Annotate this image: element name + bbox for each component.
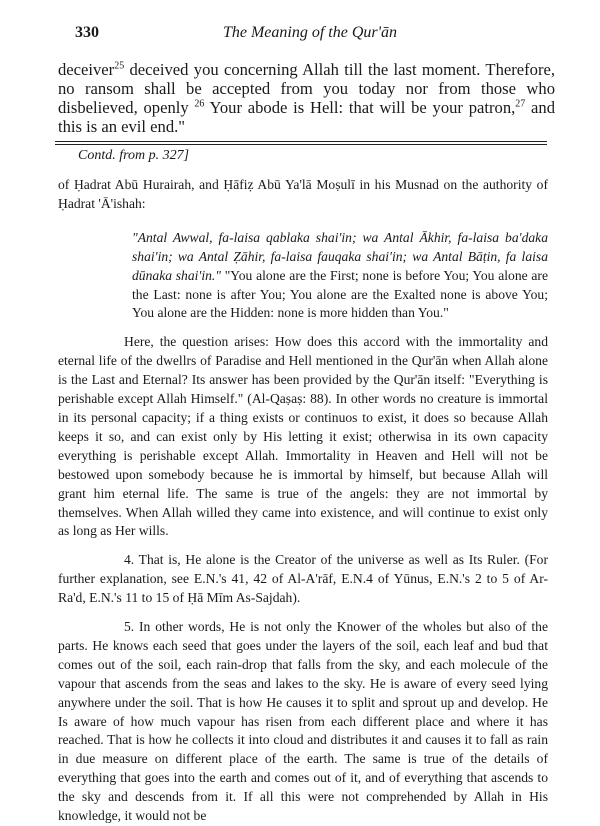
explanatory-notes [58, 176, 548, 826]
running-title: The Meaning of the Qur'ān [222, 24, 398, 41]
note-paragraph: Here, the question arises: How does this accord with the immortality and eternal life of the dwellrs of Paradise and Hell mentioned in the Qur'ān when Allah alone is the Last and Eternal? Its answer has been provided by the Qur'ān itself: "Everything is perishable except Allah Himself." (Al-Qaṣaṣ: 88). In other words no creature is immortal in its personal capacity; if a thing exists or continuos to exist, it does so because Allah keeps it so, and can exist only by His letting it exist; otherwisa in its own capacity everything is perishable except Allah. Immortality in Heaven and Hell will not be bestowed upon somebody because he is immortal by himself, but because Allah will grant him eternal life. The same is true of the angels: they are not immortal by themselves. When Allah willed they came into existence, and will continue to exist only as long as Her wills. [58, 334, 548, 539]
footnote-ref-27: 27 [515, 98, 526, 110]
footnote-ref-25: 25 [114, 60, 125, 72]
hadith-quote [58, 229, 548, 324]
verse-text: and this is an evil end." [58, 98, 555, 136]
continued-note-label: Contd. from p. 327] [78, 148, 190, 163]
page-header [75, 24, 545, 48]
note-5: 5. In other words, He is not only the Knower of the wholes but also of the parts. He knows each seed that goes under the layers of the soil, each leaf and bud that comes out of the soil, each rain-drop that falls from the sky, and each molecule of the vapour that ascends from the seas and lakes to the sky. He is aware of every seed lying anywhere under the soil. That is how He causes it to split and sprout up and develop. He Is aware of how much vapour has risen from each different place and where it has reached. That is how he collects it into cloud and distributes it and causes it to fall as rain in due measure on different place of the earth. The same is true of the details of everything that goes into the earth and comes out of it, and of everything that ascends to the sky and descends from it. If all this were not comprehended by Allah in His knowledge, it would not be [58, 619, 548, 824]
footnote-ref-26: 26 [194, 98, 205, 110]
section-divider [55, 141, 547, 142]
quote-translation: "You alone are the First; none is before You; You alone are the Last: none is after You; You alone are the Exalted none is above You; You alone are the Hidden: none is more hidden than You." [132, 267, 548, 321]
verse-translation [58, 60, 555, 136]
arabic-transliteration: "Antal Awwal, fa-laisa qablaka shai'in; wa Antal Ākhir, fa-laisa ba'daka shai'in; wa Antal Ẓāhir, fa-laisa fauqaka shai'in; wa Antal Bāṭin, fa laisa dūnaka shai'in." [132, 229, 548, 283]
page-number: 330 [75, 24, 99, 41]
section-divider [55, 144, 547, 145]
verse-text: Your abode is Hell: that will be your patron, [204, 98, 516, 117]
note-intro: of Ḥadrat Abū Hurairah, and Ḥāfiẓ Abū Ya'lā Moṣulī in his Musnad on the authority of Ḥadrat 'Ā'ishah: [58, 177, 548, 211]
verse-text: deceiver [58, 60, 115, 79]
note-4: 4. That is, He alone is the Creator of the universe as well as Its Ruler. (For further explanation, see E.N.'s 41, 42 of Al-A'rāf, E.N.4 of Yūnus, E.N.'s 2 to 5 of Ar-Ra'd, E.N.'s 11 to 15 of Ḥā Mīm As-Sajdah). [58, 552, 548, 606]
verse-text: deceived you concerning Allah till the last moment. Therefore, no ransom shall be accepted from you today nor from those who disbelieved, openly [58, 60, 555, 117]
